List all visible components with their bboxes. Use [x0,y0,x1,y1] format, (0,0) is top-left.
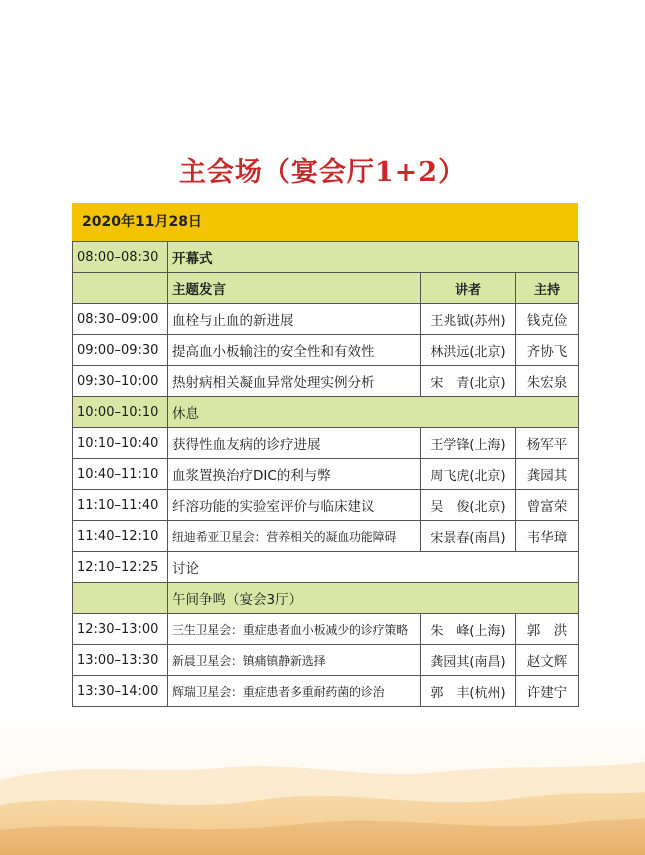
table-row-break [73,397,579,428]
table-row [73,490,579,521]
table-row-discussion [73,552,579,583]
time-cell: 10:40–11:10 [73,459,168,490]
topic-cell: 获得性血友病的诊疗进展 [168,428,421,459]
host-cell: 朱宏泉 [516,366,579,397]
topic-cell: 血浆置换治疗DIC的利与弊 [168,459,421,490]
topic-cell: 新晨卫星会：镇痛镇静新选择 [168,645,421,676]
table-row [73,459,579,490]
table-row-opening [73,242,579,273]
host-cell: 齐协飞 [516,335,579,366]
speaker-cell: 朱 峰(上海) [421,614,516,645]
time-cell [73,583,168,614]
time-cell: 10:10–10:40 [73,428,168,459]
topic-cell: 三生卫星会：重症患者血小板减少的诊疗策略 [168,614,421,645]
host-header: 主持 [516,273,579,304]
time-cell: 09:30–10:00 [73,366,168,397]
speaker-cell: 周飞虎(北京) [421,459,516,490]
speaker-cell: 林洪远(北京) [421,335,516,366]
time-cell: 11:40–12:10 [73,521,168,552]
time-cell: 11:10–11:40 [73,490,168,521]
page-title: 主会场（宴会厅1+2） [178,157,467,188]
time-cell: 08:00–08:30 [73,242,168,273]
section-title: 午间争鸣（宴会3厅） [168,583,579,614]
topic-cell: 休息 [168,397,579,428]
date-header: 2020年11月28日 [72,203,578,241]
schedule-table [72,241,579,707]
speaker-cell: 吴 俊(北京) [421,490,516,521]
host-cell: 赵文辉 [516,645,579,676]
table-row [73,614,579,645]
table-row [73,521,579,552]
speaker-cell: 宋景春(南昌) [421,521,516,552]
topic-cell: 辉瑞卫星会：重症患者多重耐药菌的诊治 [168,676,421,707]
speaker-cell: 王学锋(上海) [421,428,516,459]
time-cell: 13:00–13:30 [73,645,168,676]
host-cell: 龚园其 [516,459,579,490]
time-cell: 13:30–14:00 [73,676,168,707]
desert-decoration [0,720,645,855]
time-header-cell [73,273,168,304]
topic-cell: 纤溶功能的实验室评价与临床建议 [168,490,421,521]
host-cell: 曾富荣 [516,490,579,521]
speaker-cell: 宋 青(北京) [421,366,516,397]
table-header-row [73,273,579,304]
time-cell: 10:00–10:10 [73,397,168,428]
host-cell: 钱克俭 [516,304,579,335]
topic-cell: 血栓与止血的新进展 [168,304,421,335]
table-row [73,366,579,397]
speaker-cell: 郭 丰(杭州) [421,676,516,707]
topic-cell: 纽迪希亚卫星会：营养相关的凝血功能障碍 [168,521,421,552]
table-row [73,676,579,707]
table-row [73,428,579,459]
host-cell: 许建宁 [516,676,579,707]
speaker-cell: 龚园其(南昌) [421,645,516,676]
time-cell: 12:10–12:25 [73,552,168,583]
topic-header: 主题发言 [168,273,421,304]
host-cell: 郭 洪 [516,614,579,645]
section-header-row [73,583,579,614]
host-cell: 杨军平 [516,428,579,459]
table-row [73,645,579,676]
time-cell: 09:00–09:30 [73,335,168,366]
time-cell: 08:30–09:00 [73,304,168,335]
topic-cell: 热射病相关凝血异常处理实例分析 [168,366,421,397]
host-cell: 韦华璋 [516,521,579,552]
topic-cell: 讨论 [168,552,579,583]
speaker-header: 讲者 [421,273,516,304]
table-row [73,335,579,366]
topic-cell: 提高血小板输注的安全性和有效性 [168,335,421,366]
topic-cell: 开幕式 [168,242,579,273]
table-row [73,304,579,335]
speaker-cell: 王兆钺(苏州) [421,304,516,335]
time-cell: 12:30–13:00 [73,614,168,645]
